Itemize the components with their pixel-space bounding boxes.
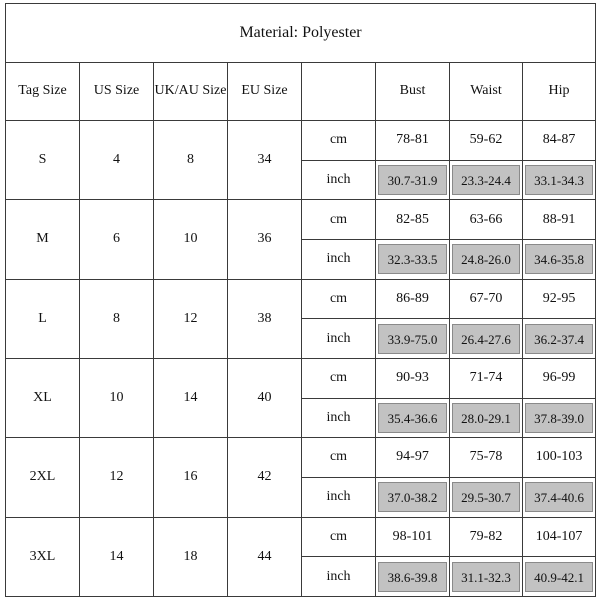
- waist-inch-cell: [450, 557, 523, 597]
- header-waist: Waist: [450, 62, 523, 120]
- us-size-cell: 10: [80, 358, 154, 437]
- size-row-cm: [6, 358, 596, 398]
- us-size-cell: 12: [80, 438, 154, 517]
- waist-inch-value: 31.1-32.3: [452, 562, 520, 592]
- tag-size-cell: L: [6, 279, 80, 358]
- bust-inch-value: 35.4-36.6: [378, 403, 447, 433]
- unit-label-cm: cm: [302, 517, 376, 557]
- hip-cm-cell: 92-95: [523, 279, 596, 319]
- unit-label-inch: inch: [302, 557, 376, 597]
- unit-label-cm: cm: [302, 120, 376, 160]
- hip-cm-cell: 88-91: [523, 200, 596, 240]
- hip-inch-cell: [523, 398, 596, 438]
- eu-size-cell: 44: [228, 517, 302, 596]
- uk-au-size-cell: 12: [154, 279, 228, 358]
- unit-label-cm: cm: [302, 200, 376, 240]
- hip-inch-cell: [523, 477, 596, 517]
- waist-inch-cell: [450, 319, 523, 359]
- hip-inch-value: 37.8-39.0: [525, 403, 593, 433]
- unit-label-inch: inch: [302, 239, 376, 279]
- header-tag-size: Tag Size: [6, 62, 80, 120]
- table-title: Material: Polyester: [6, 4, 596, 63]
- bust-inch-value: 33.9-75.0: [378, 324, 447, 354]
- us-size-cell: 8: [80, 279, 154, 358]
- bust-cm-cell: 90-93: [376, 358, 450, 398]
- uk-au-size-cell: 14: [154, 358, 228, 437]
- us-size-cell: 6: [80, 200, 154, 279]
- header-bust: Bust: [376, 62, 450, 120]
- header-eu-size: EU Size: [228, 62, 302, 120]
- uk-au-size-cell: 16: [154, 438, 228, 517]
- waist-inch-value: 24.8-26.0: [452, 244, 520, 274]
- header-uk-au-size: UK/AU Size: [154, 62, 228, 120]
- waist-inch-cell: [450, 398, 523, 438]
- waist-inch-value: 23.3-24.4: [452, 165, 520, 195]
- header-us-size: US Size: [80, 62, 154, 120]
- waist-inch-value: 28.0-29.1: [452, 403, 520, 433]
- size-row-cm: [6, 279, 596, 319]
- tag-size-cell: 3XL: [6, 517, 80, 596]
- hip-cm-cell: 100-103: [523, 438, 596, 478]
- waist-cm-cell: 71-74: [450, 358, 523, 398]
- header-hip: Hip: [523, 62, 596, 120]
- uk-au-size-cell: 8: [154, 120, 228, 199]
- waist-cm-cell: 59-62: [450, 120, 523, 160]
- hip-inch-value: 36.2-37.4: [525, 324, 593, 354]
- tag-size-cell: 2XL: [6, 438, 80, 517]
- unit-label-cm: cm: [302, 279, 376, 319]
- hip-inch-cell: [523, 160, 596, 200]
- unit-label-cm: cm: [302, 358, 376, 398]
- unit-label-inch: inch: [302, 477, 376, 517]
- waist-inch-cell: [450, 160, 523, 200]
- tag-size-cell: XL: [6, 358, 80, 437]
- bust-inch-cell: [376, 239, 450, 279]
- hip-cm-cell: 96-99: [523, 358, 596, 398]
- unit-label-inch: inch: [302, 160, 376, 200]
- title-row: [6, 4, 596, 63]
- unit-label-inch: inch: [302, 319, 376, 359]
- header-unit: [302, 62, 376, 120]
- eu-size-cell: 38: [228, 279, 302, 358]
- waist-inch-value: 29.5-30.7: [452, 482, 520, 512]
- bust-cm-cell: 94-97: [376, 438, 450, 478]
- hip-inch-value: 33.1-34.3: [525, 165, 593, 195]
- eu-size-cell: 40: [228, 358, 302, 437]
- bust-inch-cell: [376, 319, 450, 359]
- waist-cm-cell: 67-70: [450, 279, 523, 319]
- waist-inch-value: 26.4-27.6: [452, 324, 520, 354]
- eu-size-cell: 36: [228, 200, 302, 279]
- waist-cm-cell: 75-78: [450, 438, 523, 478]
- size-chart-sheet: [5, 3, 595, 597]
- uk-au-size-cell: 18: [154, 517, 228, 596]
- hip-inch-value: 34.6-35.8: [525, 244, 593, 274]
- size-chart-table: [5, 3, 596, 597]
- eu-size-cell: 42: [228, 438, 302, 517]
- eu-size-cell: 34: [228, 120, 302, 199]
- header-row: [6, 62, 596, 120]
- hip-cm-cell: 84-87: [523, 120, 596, 160]
- bust-inch-value: 38.6-39.8: [378, 562, 447, 592]
- bust-cm-cell: 98-101: [376, 517, 450, 557]
- hip-inch-value: 37.4-40.6: [525, 482, 593, 512]
- bust-inch-value: 30.7-31.9: [378, 165, 447, 195]
- size-row-cm: [6, 517, 596, 557]
- us-size-cell: 14: [80, 517, 154, 596]
- waist-cm-cell: 63-66: [450, 200, 523, 240]
- bust-cm-cell: 86-89: [376, 279, 450, 319]
- bust-cm-cell: 78-81: [376, 120, 450, 160]
- hip-inch-cell: [523, 319, 596, 359]
- unit-label-cm: cm: [302, 438, 376, 478]
- hip-inch-cell: [523, 557, 596, 597]
- bust-inch-value: 32.3-33.5: [378, 244, 447, 274]
- unit-label-inch: inch: [302, 398, 376, 438]
- bust-inch-cell: [376, 160, 450, 200]
- hip-inch-cell: [523, 239, 596, 279]
- hip-inch-value: 40.9-42.1: [525, 562, 593, 592]
- waist-inch-cell: [450, 477, 523, 517]
- bust-inch-cell: [376, 477, 450, 517]
- bust-inch-cell: [376, 398, 450, 438]
- size-row-cm: [6, 120, 596, 160]
- uk-au-size-cell: 10: [154, 200, 228, 279]
- waist-inch-cell: [450, 239, 523, 279]
- tag-size-cell: M: [6, 200, 80, 279]
- size-row-cm: [6, 438, 596, 478]
- waist-cm-cell: 79-82: [450, 517, 523, 557]
- bust-cm-cell: 82-85: [376, 200, 450, 240]
- tag-size-cell: S: [6, 120, 80, 199]
- bust-inch-value: 37.0-38.2: [378, 482, 447, 512]
- us-size-cell: 4: [80, 120, 154, 199]
- hip-cm-cell: 104-107: [523, 517, 596, 557]
- bust-inch-cell: [376, 557, 450, 597]
- size-row-cm: [6, 200, 596, 240]
